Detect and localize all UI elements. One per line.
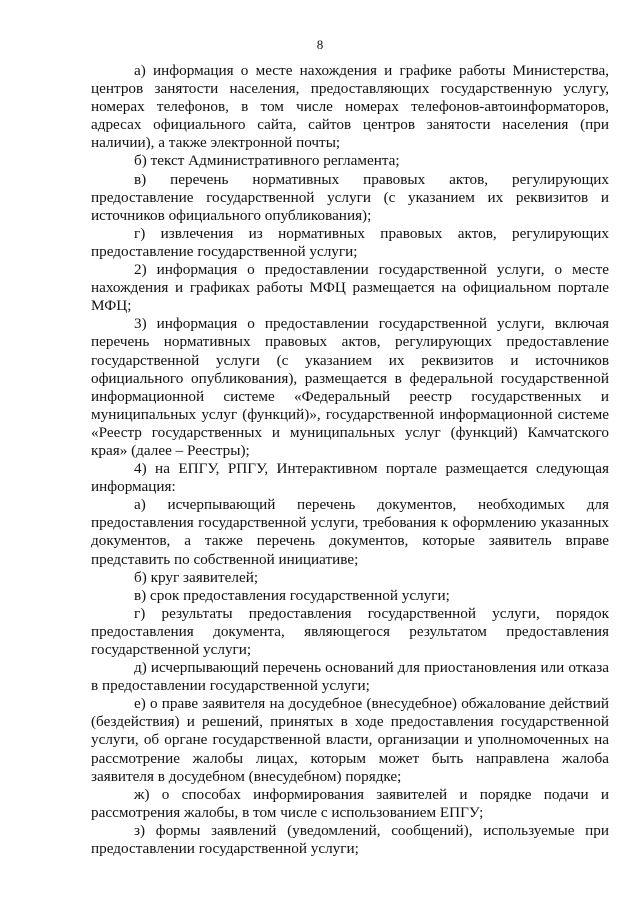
paragraph-zh-complaint-methods: ж) о способах информирования заявителей и порядке подачи и рассмотрения жалобы, в том числе с использованием ЕПГУ;: [91, 785, 609, 821]
paragraph-z-application-forms: з) формы заявлений (уведомлений, сообщений), используемые при предоставлении государственной услуги;: [91, 821, 609, 858]
page-number: 8: [316, 37, 324, 52]
paragraph-3-registries: 3) информация о предоставлении государственной услуги, включая перечень нормативных правовых актов, регулирующих предоставление государственной услуги (с указанием их реквизитов и источников официального опубликования), размещается в федеральной государственной информационной системе «Федеральный реестр государственных и муниципальных услуг (функций)», государственной информационной системе «Реестр государственных и муниципальных услуг (функций) Камчатского края» (далее – Реестры);: [91, 315, 609, 459]
paragraph-b-regulation-text: б) текст Административного регламента;: [134, 152, 400, 170]
paragraph-a-documents-list: а) исчерпывающий перечень документов, необходимых для предоставления государственной услуги, требования к оформлению указанных документов, а также перечень документов, которые заявитель вправе представить по собственной инициативе;: [91, 496, 609, 568]
paragraph-d-refusal-grounds: д) исчерпывающий перечень оснований для приостановления или отказа в предоставлении государственной услуги;: [91, 659, 609, 695]
paragraph-v-legal-acts-list: в) перечень нормативных правовых актов, регулирующих предоставление государственной услуги (с указанием их реквизитов и источников официального опубликования);: [91, 170, 609, 224]
paragraph-g-legal-extracts: г) извлечения из нормативных правовых актов, регулирующих предоставление государственной услуги;: [91, 224, 609, 260]
paragraph-b-applicants: б) круг заявителей;: [134, 568, 259, 586]
document-body: [91, 62, 609, 858]
paragraph-e-appeal-rights: е) о праве заявителя на досудебное (внесудебное) обжалование действий (бездействия) и решений, принятых в ходе предоставления государственной услуги, об органе государственной власти, организации и уполномоченных на рассмотрение жалобы лицах, которым может быть направлена жалоба заявителя в досудебном (внесудебном) порядке;: [91, 695, 609, 785]
paragraph-v-service-term: в) срок предоставления государственной услуги;: [134, 586, 450, 604]
paragraph-4-portals: 4) на ЕПГУ, РПГУ, Интерактивном портале размещается следующая информация:: [91, 460, 609, 496]
paragraph-g-service-results: г) результаты предоставления государственной услуги, порядок предоставления документа, являющегося результатом предоставления государственной услуги;: [91, 604, 609, 658]
paragraph-a-info-location: а) информация о месте нахождения и графике работы Министерства, центров занятости населения, предоставляющих государственную услугу, номерах телефонов, в том числе номерах телефонов-автоинформаторов, адресах официального сайта, сайтов центров занятости населения (при наличии), а также электронной почты;: [91, 62, 609, 152]
paragraph-2-mfc-info: 2) информация о предоставлении государственной услуги, о месте нахождения и графиках работы МФЦ размещается на официальном портале МФЦ;: [91, 261, 609, 315]
